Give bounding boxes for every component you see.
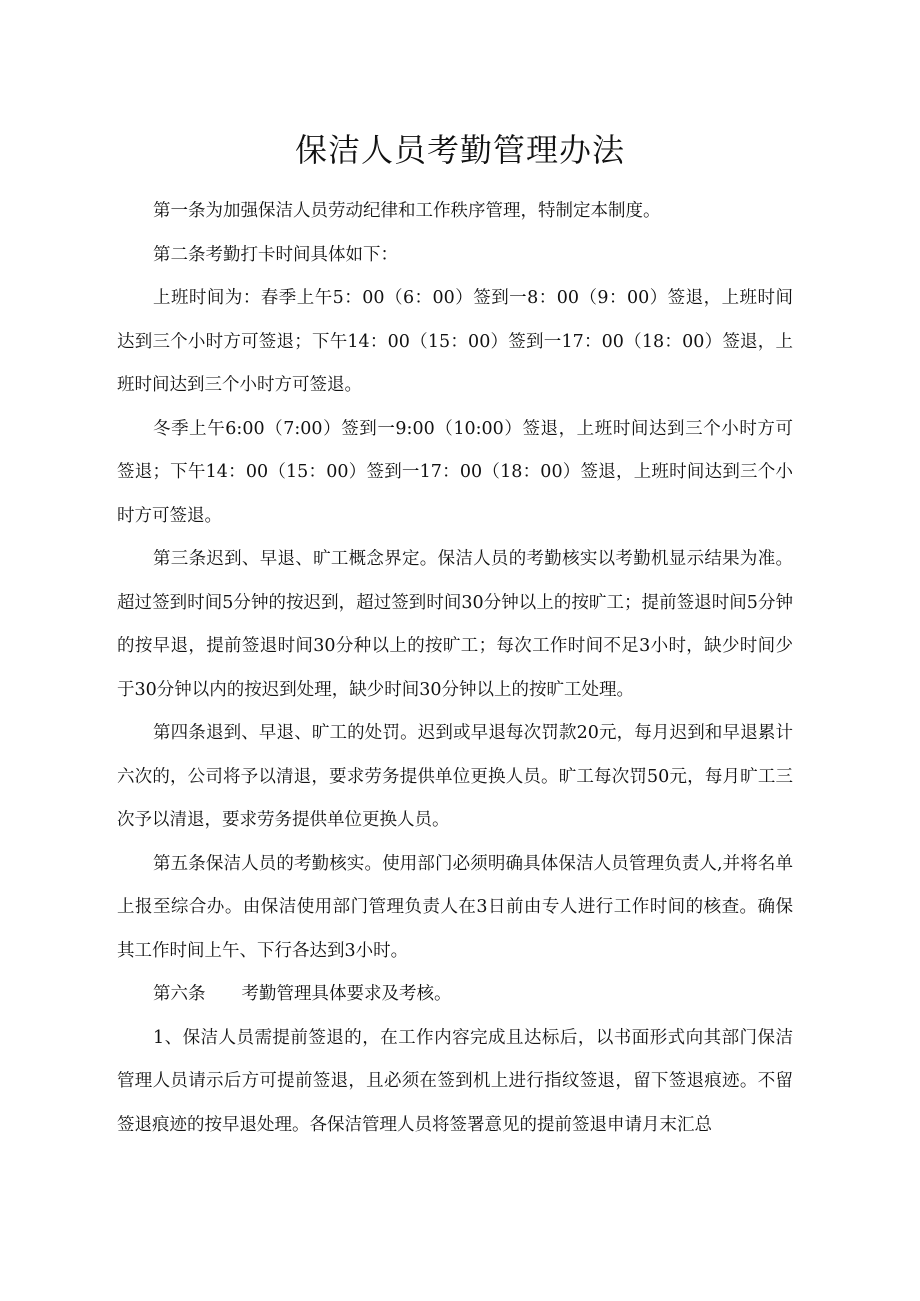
paragraph-article-1: 第一条为加强保洁人员劳动纪律和工作秩序管理，特制定本制度。 [153,201,661,221]
paragraph-article-5: 第五条保洁人员的考勤核实。使用部门必须明确具体保洁人员管理负责人,并将名单上报至综合办。由保洁使用部门管理负责人在3日前由专人进行工作时间的核查。确保其工作时间上午、下行各达到3小时。 [117,853,793,961]
paragraph-spring-schedule: 上班时间为：春季上午5：00（6：00）签到一8：00（9：00）签退，上班时间达到三个小时方可签退；下午14：00（15：00）签到一17：00（18：00）签退，上班时间达到三个小时方可签退。 [117,288,793,395]
article-6-heading: 考勤管理具体要求及考核。 [241,984,452,1004]
paragraph-article-3: 第三条迟到、早退、旷工概念界定。保洁人员的考勤核实以考勤机显示结果为准。超过签到时间5分钟的按迟到，超过签到时间30分钟以上的按旷工；提前签退时间5分钟的按早退，提前签退时间30分种以上的按旷工；每次工作时间不足3小时，缺少时间少于30分钟以内的按迟到处理，缺少时间30分钟以上的按旷工处理。 [117,549,793,700]
document-title: 保洁人员考勤管理办法 [294,131,625,169]
paragraph-article-4: 第四条退到、早退、旷工的处罚。迟到或早退每次罚款20元，每月迟到和早退累计六次的，公司将予以清退，要求劳务提供单位更换人员。旷工每次罚50元，每月旷工三次予以清退，要求劳务提供单位更换人员。 [117,723,793,830]
article-6-number: 第六条 [153,984,206,1004]
paragraph-item-1: 1、保洁人员需提前签退的，在工作内容完成且达标后，以书面形式向其部门保洁管理人员请示后方可提前签退，且必须在签到机上进行指纹签退，留下签退痕迹。不留签退痕迹的按早退处理。各保洁管理人员将签署意见的提前签退申请月末汇总 [117,1027,793,1135]
paragraph-winter-schedule: 冬季上午6:00（7:00）签到一9:00（10:00）签退，上班时间达到三个小时方可签退；下午14：00（15：00）签到一17：00（18：00）签退，上班时间达到三个小时方可签退。 [117,418,793,526]
paragraph-article-6 [117,973,793,1017]
document-body [117,190,793,1147]
paragraph-article-2: 第二条考勤打卡时间具体如下： [153,244,398,265]
